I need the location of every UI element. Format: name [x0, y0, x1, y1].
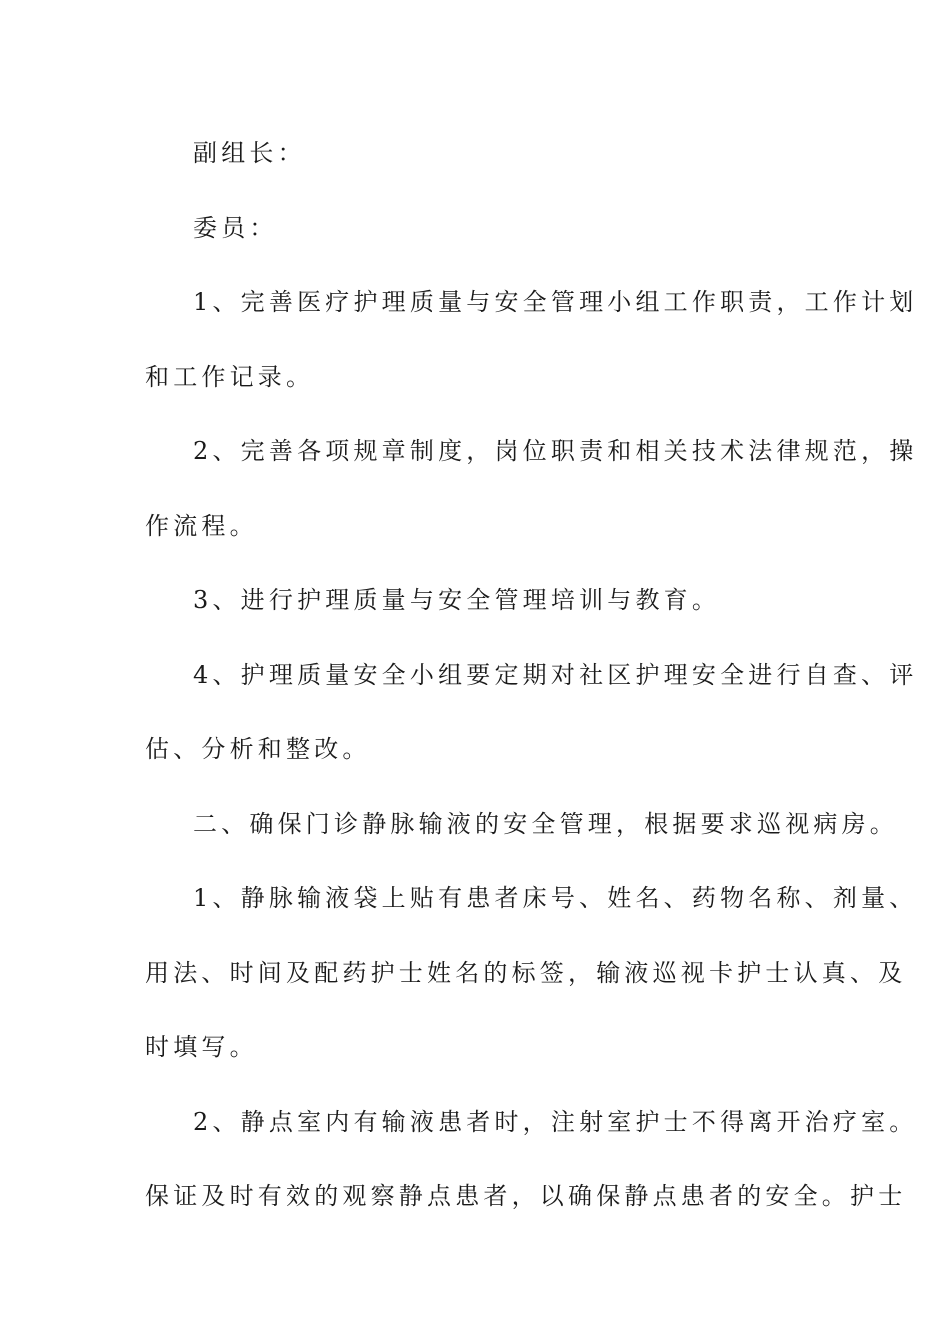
text-line: 委员： — [193, 213, 278, 242]
text-line: 2、静点室内有输液患者时，注射室护士不得离开治疗室。 — [193, 1107, 918, 1136]
text-line: 作流程。 — [145, 511, 258, 540]
text-line: 3、进行护理质量与安全管理培训与教育。 — [193, 586, 721, 614]
text-line: 副组长： — [193, 139, 306, 167]
text-line: 2、完善各项规章制度，岗位职责和相关技术法律规范，操 — [193, 437, 918, 465]
document-body — [145, 126, 918, 1244]
text-line: 4、护理质量安全小组要定期对社区护理安全进行自查、评 — [193, 660, 918, 689]
text-line: 保证及时有效的观察静点患者，以确保静点患者的安全。护士 — [145, 1182, 907, 1210]
text-line: 估、分析和整改。 — [145, 735, 371, 763]
text-line: 二、确保门诊静脉输液的安全管理，根据要求巡视病房。 — [193, 809, 898, 838]
text-line: 1、完善医疗护理质量与安全管理小组工作职责，工作计划 — [193, 288, 918, 316]
text-line: 1、静脉输液袋上贴有患者床号、姓名、药物名称、剂量、 — [193, 884, 918, 912]
text-line: 时填写。 — [145, 1033, 258, 1061]
text-line: 和工作记录。 — [145, 362, 315, 391]
text-line: 用法、时间及配药护士姓名的标签，输液巡视卡护士认真、及 — [145, 958, 907, 987]
